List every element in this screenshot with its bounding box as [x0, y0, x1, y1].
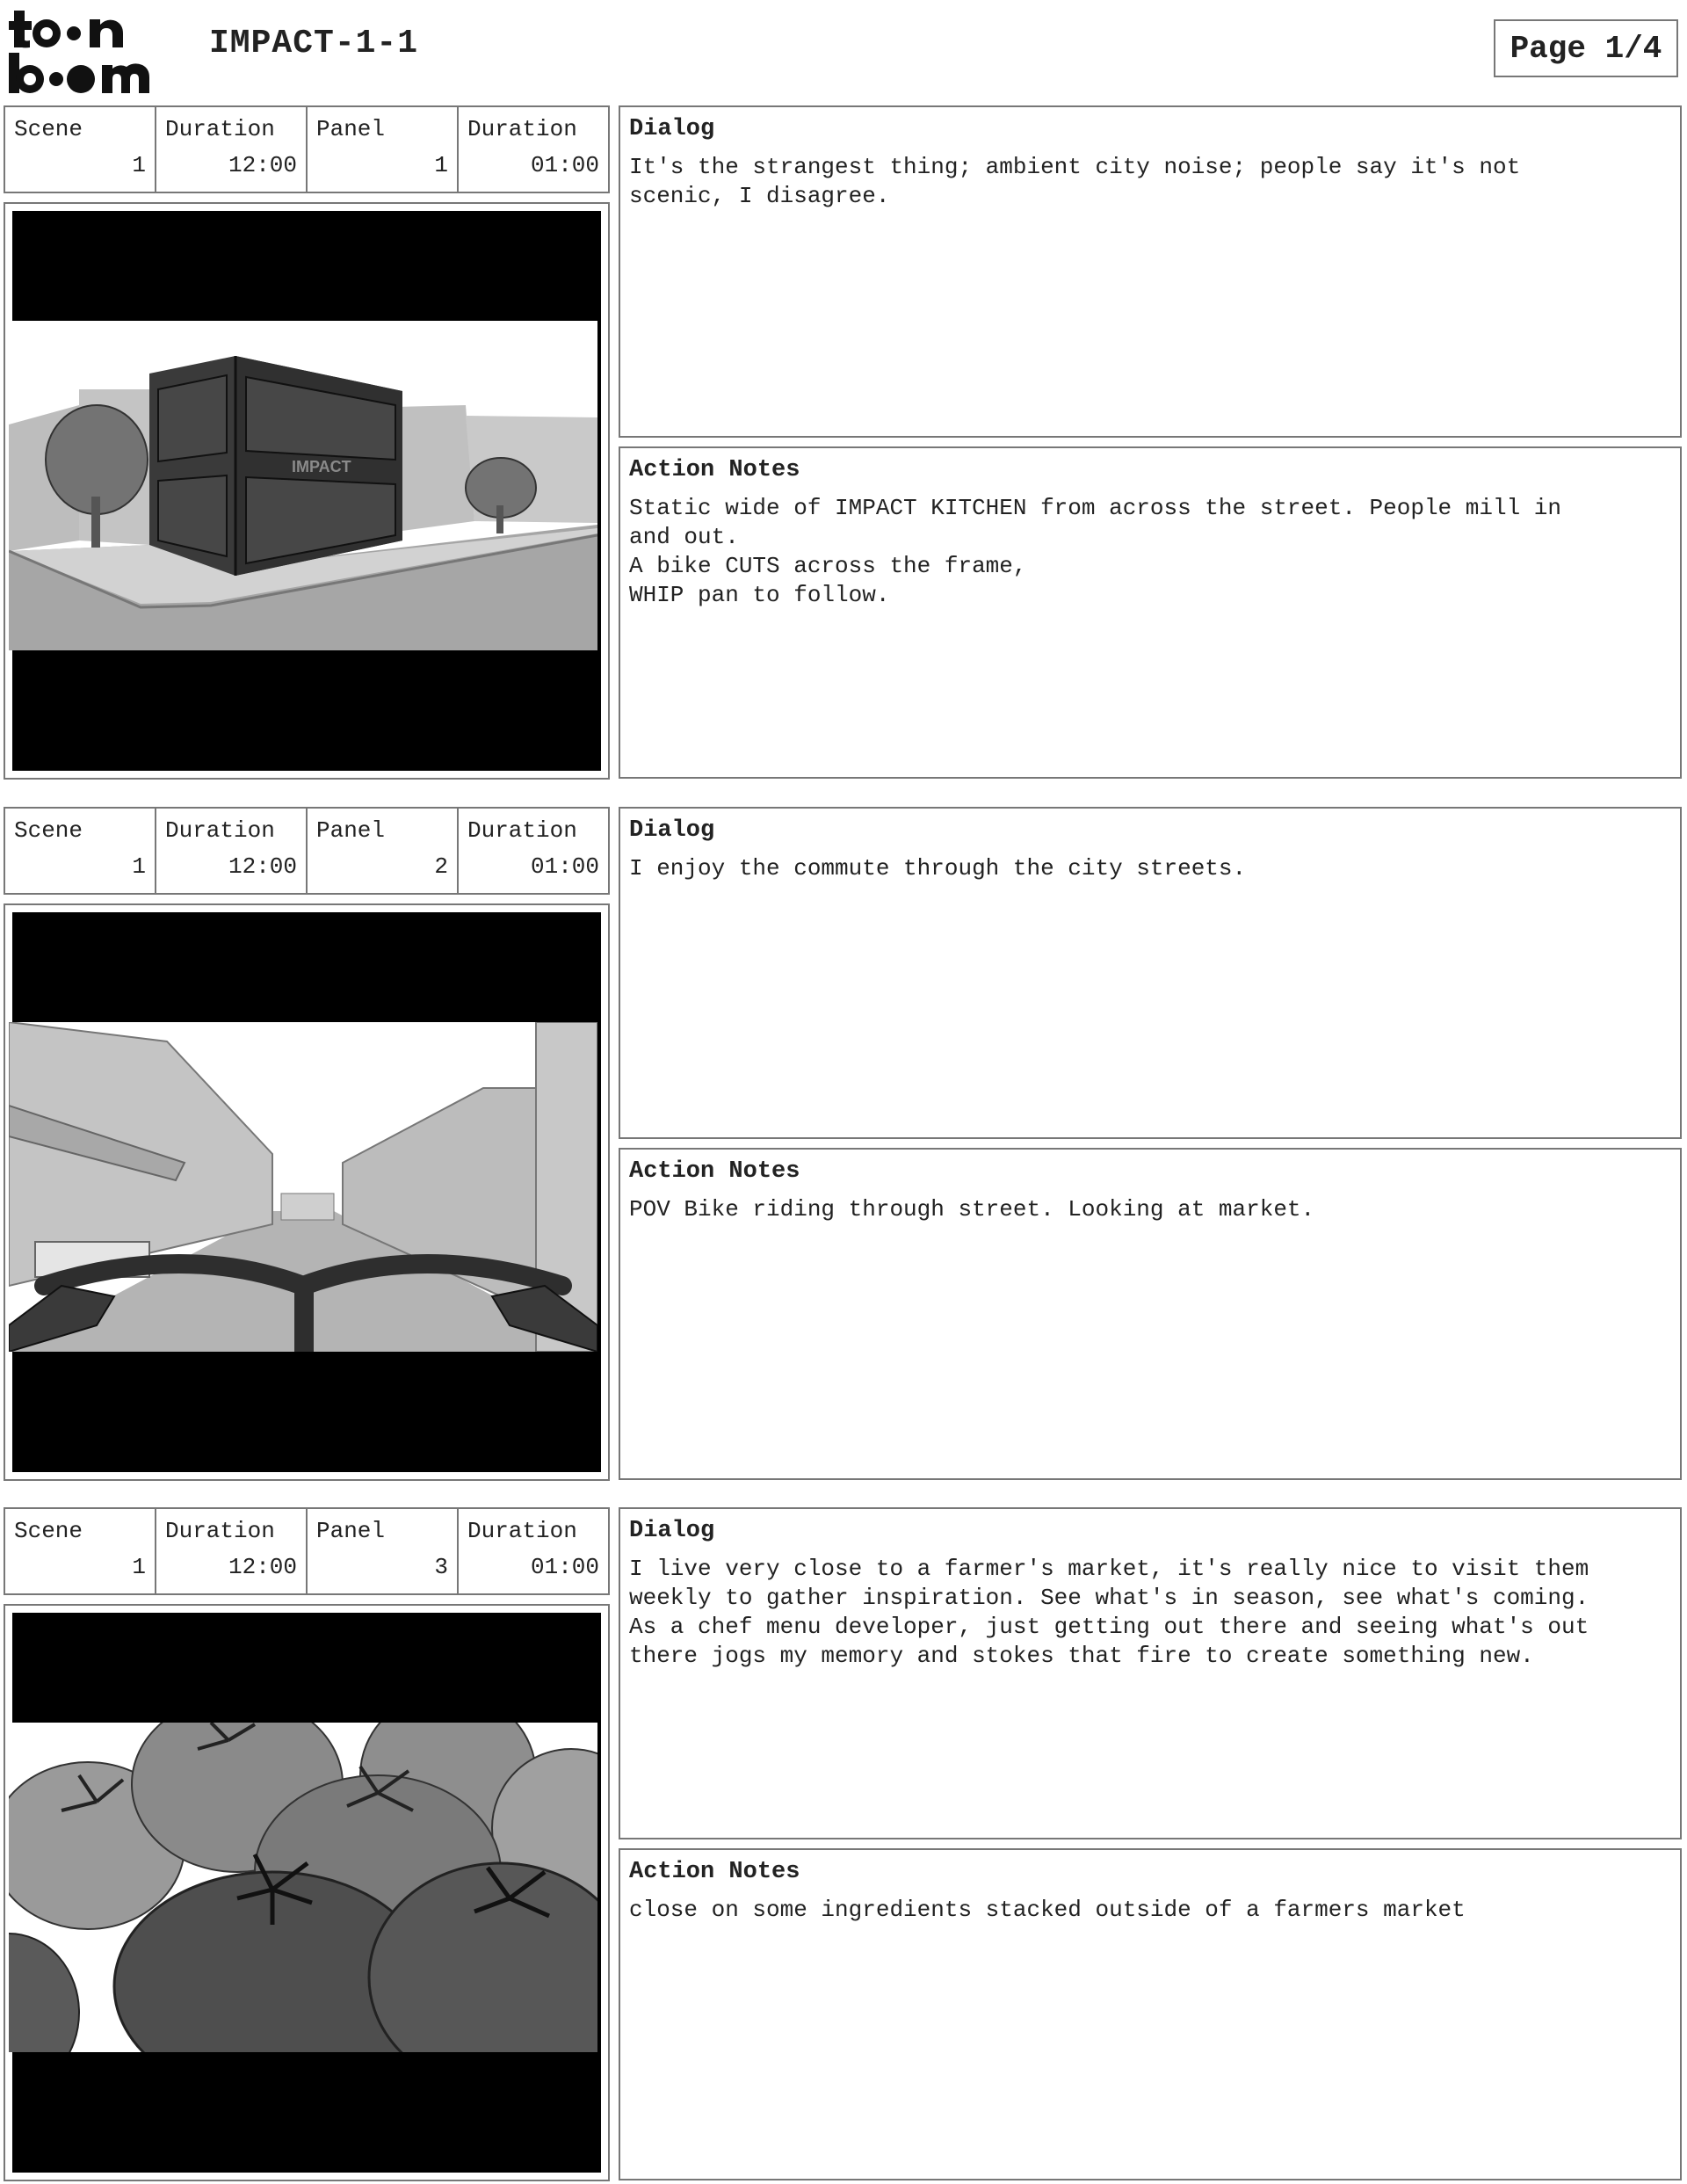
duration-label: Duration — [467, 116, 577, 142]
scene-label: Scene — [14, 116, 83, 142]
scene-duration-cell — [156, 1509, 308, 1593]
scene-duration-cell — [156, 107, 308, 192]
storefront-sign-text: IMPACT — [292, 458, 351, 475]
duration-label: Duration — [165, 817, 275, 844]
scene-value: 1 — [132, 853, 146, 880]
action-notes-heading: Action Notes — [629, 1859, 800, 1885]
panel-cell — [308, 1509, 459, 1593]
scene-duration-value: 12:00 — [228, 853, 297, 880]
action-notes-heading: Action Notes — [629, 1158, 800, 1185]
dialog-box — [619, 807, 1682, 1139]
scene-label: Scene — [14, 817, 83, 844]
dialog-text: It's the strangest thing; ambient city noise; people say it's not scenic, I disagree. — [629, 154, 1521, 209]
scene-label: Scene — [14, 1518, 83, 1544]
scene-value: 1 — [132, 1554, 146, 1580]
storyboard-panel-1 — [0, 105, 1687, 782]
action-notes-text: close on some ingredients stacked outside of a farmers market — [629, 1897, 1466, 1923]
panel-duration-cell — [459, 1509, 608, 1593]
document-title: IMPACT-1-1 — [209, 25, 419, 62]
panel-value: 3 — [434, 1554, 448, 1580]
panel-info-table — [4, 105, 610, 193]
scene-cell — [5, 1509, 156, 1593]
panel-label: Panel — [316, 116, 386, 142]
action-notes-box — [619, 1148, 1682, 1480]
storyboard-panel-3 — [0, 1507, 1687, 2184]
dialog-box — [619, 105, 1682, 438]
panel-duration-cell — [459, 107, 608, 192]
panel-duration-value: 01:00 — [530, 853, 599, 880]
panel-duration-value: 01:00 — [530, 1554, 599, 1580]
panel-cell — [308, 809, 459, 893]
panel-image-frame — [4, 202, 610, 780]
dialog-heading: Dialog — [629, 817, 715, 844]
storyboard-panel-2 — [0, 807, 1687, 1484]
panel-label: Panel — [316, 1518, 386, 1544]
panel-info-table — [4, 807, 610, 895]
storefront-sketch-image — [9, 321, 597, 650]
action-notes-text: POV Bike riding through street. Looking at market. — [629, 1196, 1315, 1223]
bike-pov-sketch-image — [9, 1022, 597, 1352]
duration-label: Duration — [467, 1518, 577, 1544]
dialog-heading: Dialog — [629, 116, 715, 142]
dialog-text: I enjoy the commute through the city streets. — [629, 855, 1247, 882]
panel-value: 2 — [434, 853, 448, 880]
tomatoes-sketch-image — [9, 1723, 597, 2052]
dialog-box — [619, 1507, 1682, 1839]
panel-info-table — [4, 1507, 610, 1595]
page-number-badge: Page 1/4 — [1494, 19, 1678, 77]
scene-duration-value: 12:00 — [228, 152, 297, 178]
action-notes-box — [619, 1848, 1682, 2180]
action-notes-box — [619, 446, 1682, 779]
dialog-heading: Dialog — [629, 1518, 715, 1544]
duration-label: Duration — [467, 817, 577, 844]
scene-duration-value: 12:00 — [228, 1554, 297, 1580]
panel-duration-value: 01:00 — [530, 152, 599, 178]
panel-image-frame — [4, 1604, 610, 2181]
action-notes-heading: Action Notes — [629, 457, 800, 483]
duration-label: Duration — [165, 1518, 275, 1544]
dialog-text: I live very close to a farmer's market, it's really nice to visit them weekly to gather inspiration. See what's in season, see what's coming. As a chef menu developer, just getting out there and seeing what's out there jogs my memory and stokes that fire to create something new. — [629, 1556, 1589, 1669]
scene-cell — [5, 107, 156, 192]
panel-duration-cell — [459, 809, 608, 893]
toon-boom-logo — [7, 5, 183, 97]
scene-cell — [5, 809, 156, 893]
action-notes-text: Static wide of IMPACT KITCHEN from across the street. People mill in and out. A bike CUTS across the frame, WHIP pan to follow. — [629, 495, 1561, 608]
scene-duration-cell — [156, 809, 308, 893]
panel-image-frame — [4, 903, 610, 1481]
scene-value: 1 — [132, 152, 146, 178]
duration-label: Duration — [165, 116, 275, 142]
panel-value: 1 — [434, 152, 448, 178]
panel-label: Panel — [316, 817, 386, 844]
panel-cell — [308, 107, 459, 192]
